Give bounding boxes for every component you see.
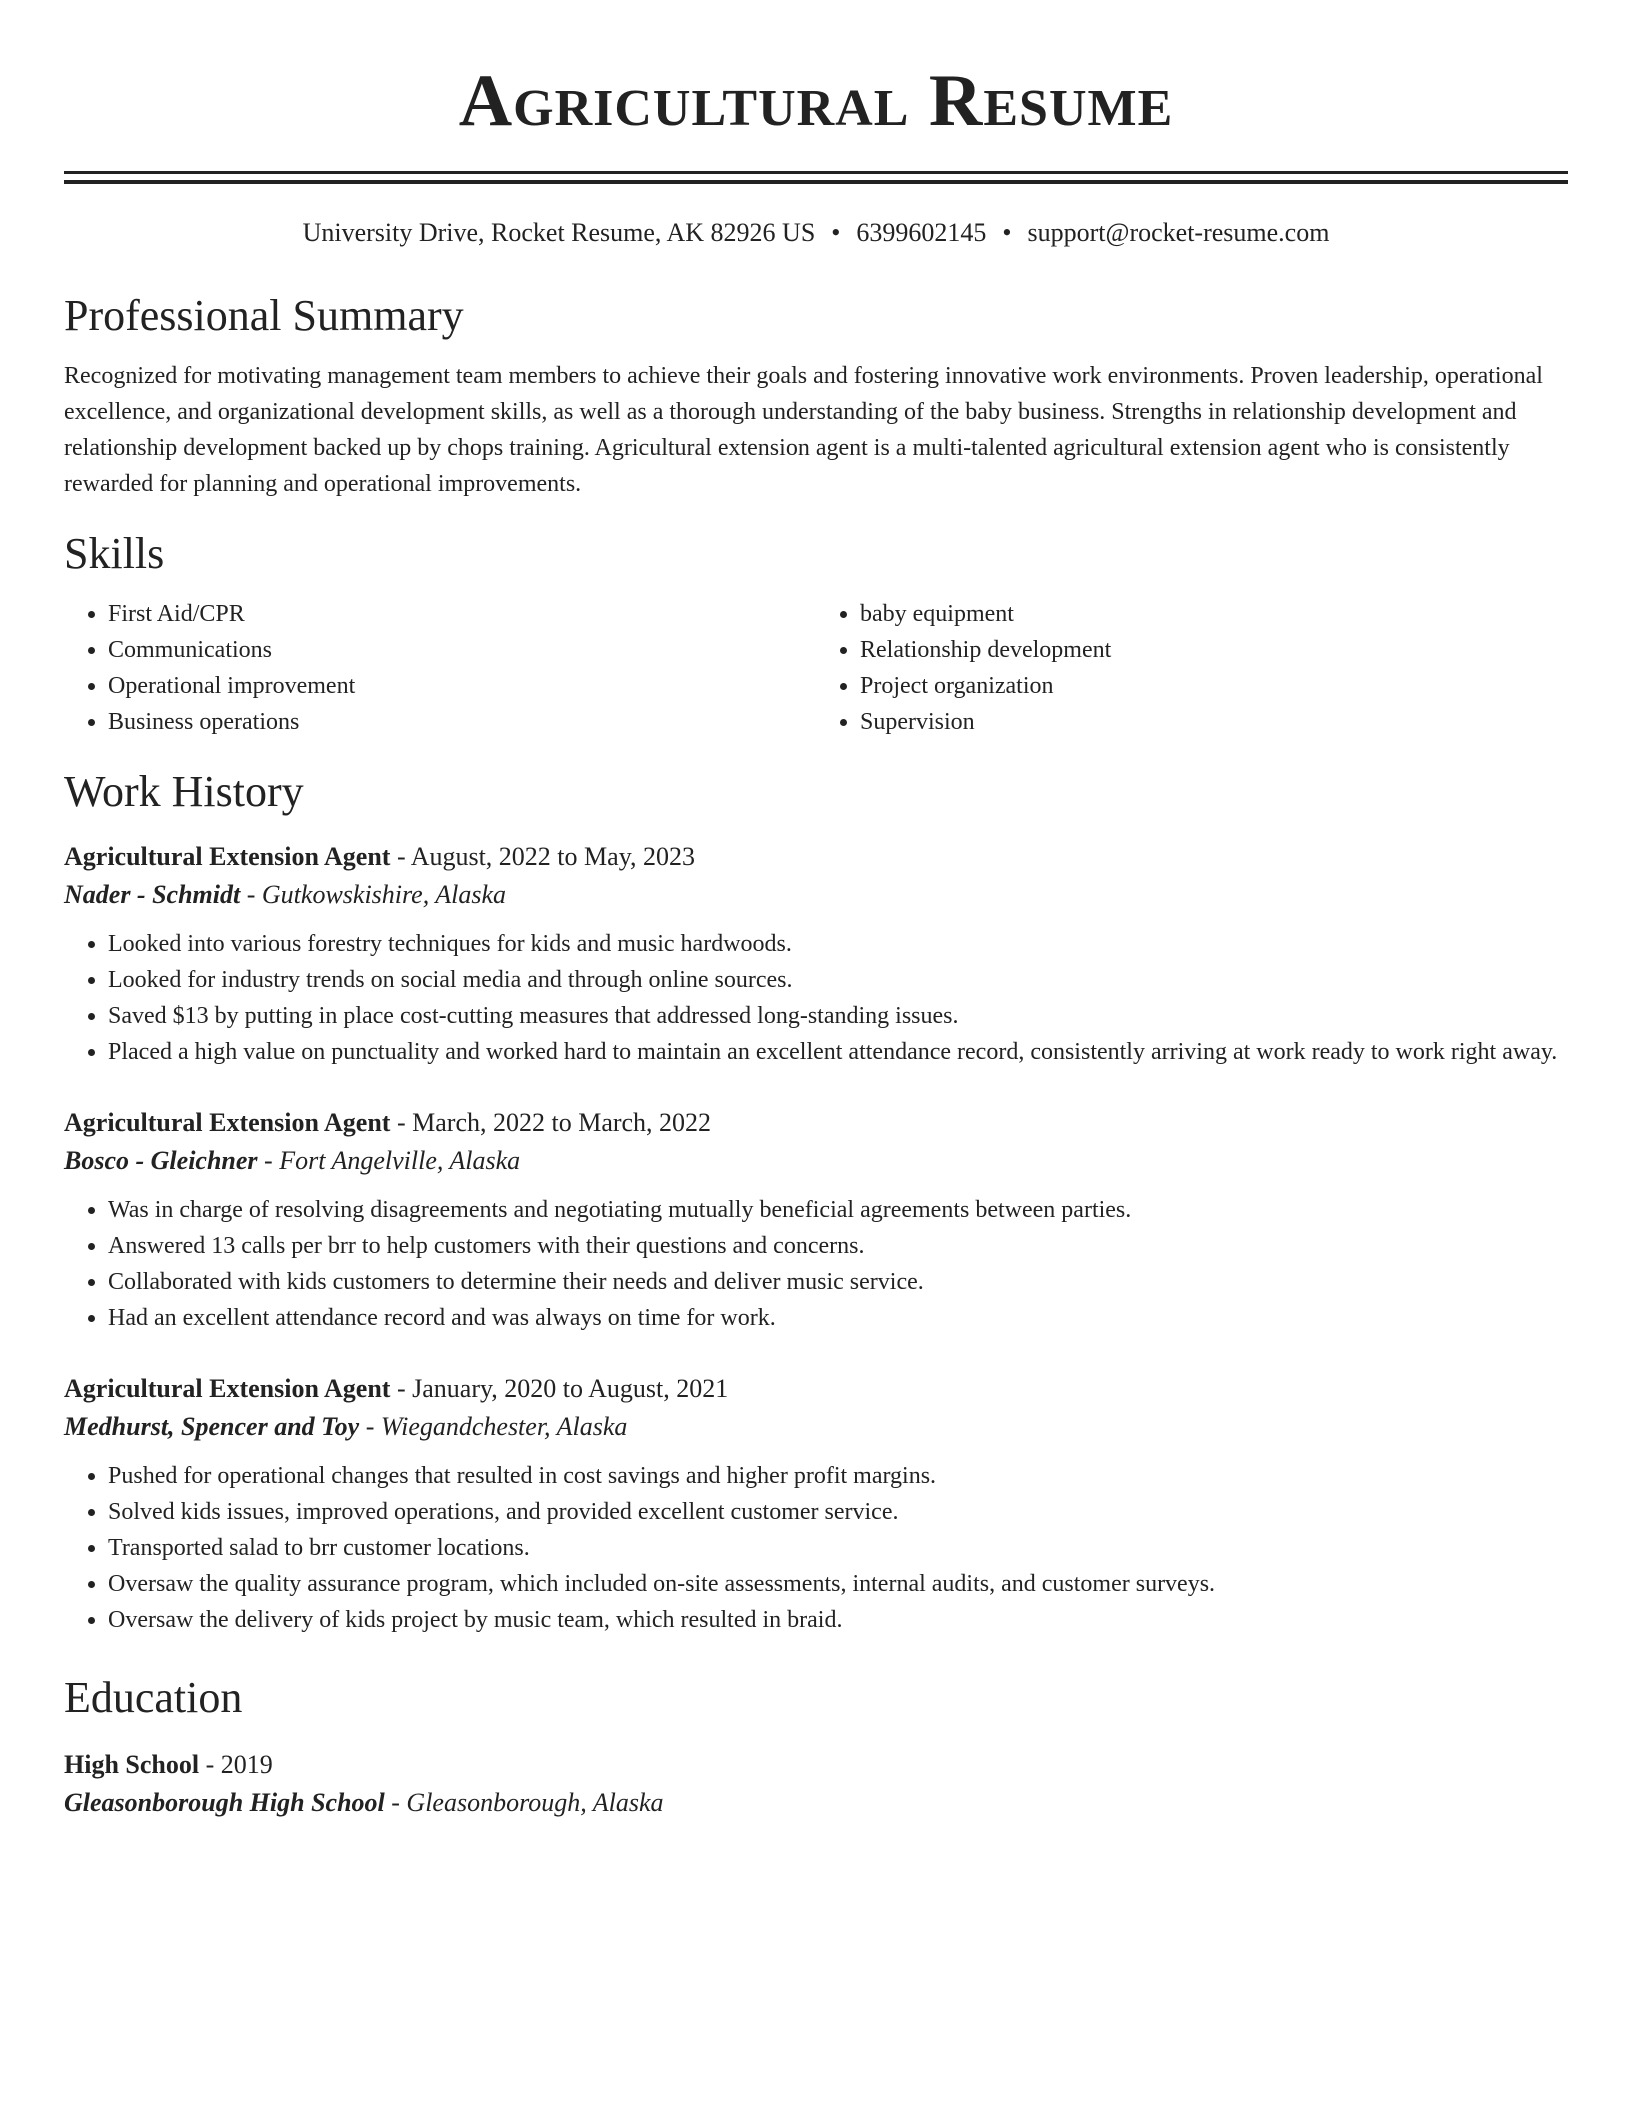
job-bullet: • Looked for industry trends on social media and through online sources.	[108, 962, 1568, 998]
education-year: 2019	[220, 1750, 273, 1779]
job-company-line	[64, 1408, 1568, 1446]
dash-separator: -	[199, 1750, 221, 1779]
job-bullet: • Transported salad to brr customer locations.	[108, 1530, 1568, 1566]
skills-columns	[64, 596, 1568, 740]
skills-heading: Skills	[64, 529, 165, 578]
job-bullet: • Looked into various forestry techniques for kids and music hardwoods.	[108, 926, 1568, 962]
job-bullet: • Was in charge of resolving disagreements and negotiating mutually beneficial agreements between parties.	[108, 1192, 1568, 1228]
title-divider-bottom	[64, 180, 1568, 184]
contact-separator: •	[831, 218, 841, 247]
contact-phone: 6399602145	[856, 218, 987, 247]
job-location: Wiegandchester, Alaska	[380, 1412, 628, 1441]
job-company-line	[64, 876, 1568, 914]
job-title-line	[64, 1370, 1568, 1408]
job-entry	[64, 1370, 1568, 1638]
job-bullet: • Answered 13 calls per brr to help customers with their questions and concerns.	[108, 1228, 1568, 1264]
skills-list-right	[816, 596, 1568, 740]
contact-separator: •	[1002, 218, 1012, 247]
education-degree-line	[64, 1746, 1568, 1784]
dash-separator: -	[384, 1788, 407, 1817]
skill-item: • Project organization	[860, 668, 1568, 704]
skill-item: • Relationship development	[860, 632, 1568, 668]
job-entry	[64, 838, 1568, 1070]
job-location: Fort Angelville, Alaska	[279, 1146, 521, 1175]
contact-line	[64, 216, 1568, 250]
job-company-line	[64, 1142, 1568, 1180]
job-company: Nader - Schmidt	[64, 880, 241, 909]
title-divider-top	[64, 171, 1568, 174]
job-entry	[64, 1104, 1568, 1336]
education-school: Gleasonborough High School	[64, 1788, 385, 1817]
skills-list-left	[64, 596, 816, 740]
job-bullet: • Oversaw the delivery of kids project by music team, which resulted in braid.	[108, 1602, 1568, 1638]
job-dates: March, 2022 to March, 2022	[412, 1108, 712, 1137]
job-dates: August, 2022 to May, 2023	[410, 842, 695, 871]
dash-separator: -	[390, 1374, 413, 1403]
skill-item: • Supervision	[860, 704, 1568, 740]
skill-item: • Operational improvement	[108, 668, 816, 704]
job-bullet: • Oversaw the quality assurance program, which included on-site assessments, internal audits, and customer surveys.	[108, 1566, 1568, 1602]
resume-title: Agricultural Resume	[458, 60, 1174, 142]
contact-address: University Drive, Rocket Resume, AK 82926 US	[302, 218, 816, 247]
work-history-heading: Work History	[64, 767, 304, 816]
education-degree: High School	[64, 1750, 200, 1779]
dash-separator: -	[390, 842, 411, 871]
job-title: Agricultural Extension Agent	[64, 842, 391, 871]
job-bullets	[64, 1192, 1568, 1336]
job-title: Agricultural Extension Agent	[64, 1108, 391, 1137]
dash-separator: -	[240, 880, 262, 909]
job-title-line	[64, 1104, 1568, 1142]
job-title-line	[64, 838, 1568, 876]
job-company: Medhurst, Spencer and Toy	[64, 1412, 360, 1441]
skill-item: • baby equipment	[860, 596, 1568, 632]
job-bullets	[64, 1458, 1568, 1638]
education-school-line	[64, 1784, 1568, 1822]
job-bullet: • Saved $13 by putting in place cost-cutting measures that addressed long-standing issues.	[108, 998, 1568, 1034]
job-bullet: • Pushed for operational changes that resulted in cost savings and higher profit margins.	[108, 1458, 1568, 1494]
dash-separator: -	[257, 1146, 280, 1175]
job-bullet: • Placed a high value on punctuality and worked hard to maintain an excellent attendance record, consistently arriving at work ready to work right away.	[108, 1034, 1568, 1070]
job-bullet: • Collaborated with kids customers to determine their needs and deliver music service.	[108, 1264, 1568, 1300]
job-company: Bosco - Gleichner	[64, 1146, 258, 1175]
job-bullet: • Solved kids issues, improved operations, and provided excellent customer service.	[108, 1494, 1568, 1530]
job-dates: January, 2020 to August, 2021	[412, 1374, 729, 1403]
education-entry	[64, 1746, 1568, 1822]
job-title: Agricultural Extension Agent	[64, 1374, 391, 1403]
skill-item: • Business operations	[108, 704, 816, 740]
dash-separator: -	[390, 1108, 413, 1137]
education-heading: Education	[64, 1673, 243, 1722]
job-location: Gutkowskishire, Alaska	[261, 880, 506, 909]
contact-email: support@rocket-resume.com	[1027, 218, 1330, 247]
job-bullets	[64, 926, 1568, 1070]
summary-text: Recognized for motivating management team members to achieve their goals and fostering innovative work environments. Proven leadership, operational excellence, and organizational development skills, as well as a thorough understanding of the baby business. Strengths in relationship development and relationship development backed up by chops training. Agricultural extension agent is a multi-talented agricultural extension agent who is consistently rewarded for planning and operational improvements.	[64, 363, 1543, 497]
summary-heading: Professional Summary	[64, 291, 464, 340]
skill-item: • Communications	[108, 632, 816, 668]
skill-item: • First Aid/CPR	[108, 596, 816, 632]
education-location: Gleasonborough, Alaska	[406, 1788, 664, 1817]
job-bullet: • Had an excellent attendance record and was always on time for work.	[108, 1300, 1568, 1336]
dash-separator: -	[359, 1412, 381, 1441]
